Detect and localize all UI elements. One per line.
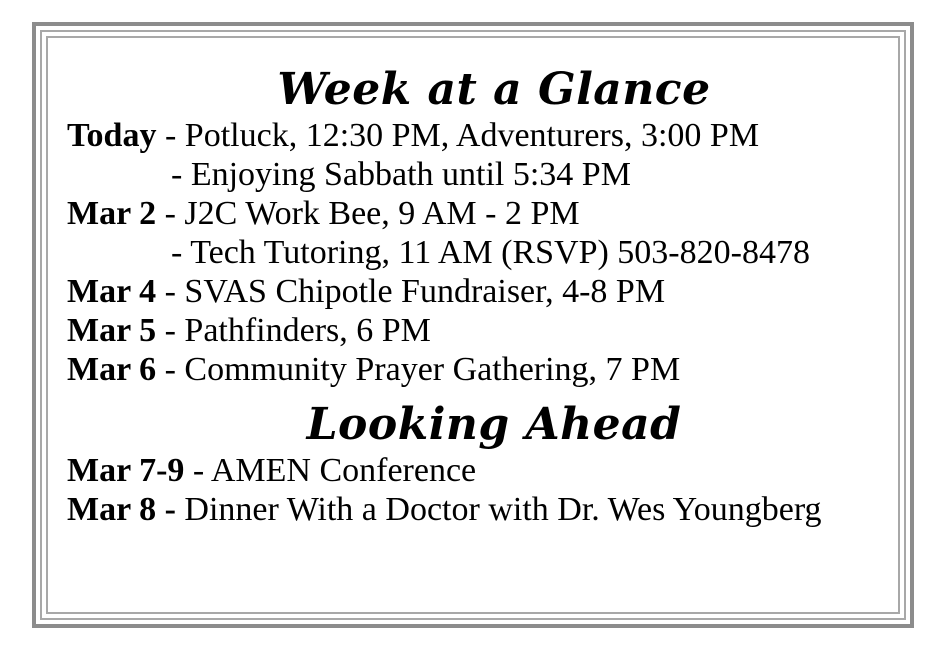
event-separator: - bbox=[184, 452, 211, 489]
event-line-mar-6 bbox=[67, 350, 907, 389]
event-separator: - bbox=[171, 156, 191, 193]
event-separator: - bbox=[156, 312, 185, 349]
event-line-mar-4 bbox=[67, 272, 907, 311]
event-date: Mar 2 bbox=[67, 195, 157, 232]
event-separator: - bbox=[171, 234, 191, 271]
event-text: AMEN Conference bbox=[210, 452, 477, 489]
event-text: Pathfinders, 6 PM bbox=[184, 312, 431, 349]
event-date: Mar 7-9 bbox=[67, 452, 185, 489]
event-separator: - bbox=[156, 117, 185, 154]
event-text: SVAS Chipotle Fundraiser, 4-8 PM bbox=[184, 273, 666, 310]
event-text: Dinner With a Doctor with Dr. Wes Youngberg bbox=[184, 491, 822, 528]
event-text: Tech Tutoring, 11 AM (RSVP) 503-820-8478 bbox=[190, 234, 810, 271]
week-at-a-glance-heading: Week at a Glance bbox=[277, 64, 711, 115]
event-line-mar-8 bbox=[67, 490, 907, 529]
bulletin-frame bbox=[32, 22, 914, 628]
event-line-mar-2 bbox=[67, 194, 907, 233]
looking-ahead-heading: Looking Ahead bbox=[306, 399, 682, 450]
event-separator: - bbox=[156, 195, 185, 232]
event-date: Mar 6 bbox=[67, 351, 157, 388]
event-date: Mar 8 - bbox=[67, 491, 176, 528]
event-line-today-continued bbox=[67, 155, 907, 194]
event-line-mar-2-continued bbox=[67, 233, 907, 272]
event-line-mar-5 bbox=[67, 311, 907, 350]
event-date: Mar 4 bbox=[67, 273, 157, 310]
event-separator: - bbox=[156, 273, 185, 310]
event-text: J2C Work Bee, 9 AM - 2 PM bbox=[184, 195, 580, 232]
event-text: Enjoying Sabbath until 5:34 PM bbox=[190, 156, 631, 193]
event-text: Potluck, 12:30 PM, Adventurers, 3:00 PM bbox=[184, 117, 760, 154]
event-date: Today bbox=[67, 117, 157, 154]
event-date: Mar 5 bbox=[67, 312, 157, 349]
bulletin-content bbox=[67, 64, 907, 529]
event-line-mar-7-9 bbox=[67, 451, 907, 490]
event-separator: - bbox=[156, 351, 185, 388]
event-line-today bbox=[67, 116, 907, 155]
event-text: Community Prayer Gathering, 7 PM bbox=[184, 351, 681, 388]
